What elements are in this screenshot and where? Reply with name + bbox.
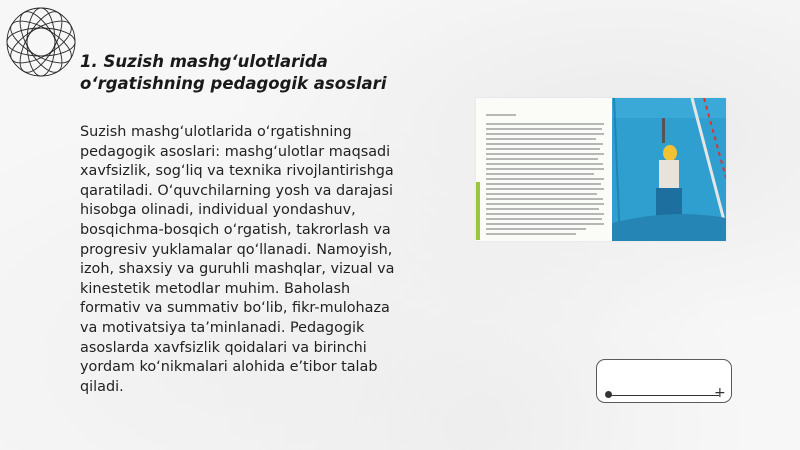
slide-title-line: 1. Suzish mashg‘ulotlarida (80, 52, 328, 71)
body-line: qaratiladi. O‘quvchilarning yosh va darajasi (80, 182, 393, 199)
body-line: asoslarda xavfsizlik qoidalari va birinchi (80, 339, 367, 356)
document-page-thumbnail (476, 98, 610, 241)
body-line: formativ va summativ bo‘lib, fikr-mulohaza (80, 300, 390, 317)
body-line: kinestetik metodlar muhim. Baholash (80, 280, 351, 297)
swimming-pool-photo-icon (612, 98, 726, 241)
body-line: hisobga olinadi, individual yondashuv, (80, 202, 356, 219)
body-line: izoh, shaxsiy va guruhli mashqlar, vizual va (80, 261, 395, 278)
body-line: progresiv yuklamalar qo‘llanadi. Namoyish, (80, 241, 393, 258)
slide-title (80, 51, 400, 95)
playback-progress-bar[interactable] (609, 395, 719, 396)
swimming-lesson-image (476, 98, 726, 241)
body-line: pedagogik asoslari: mashg‘ulotlar maqsadi (80, 143, 391, 160)
slide-body-text (80, 123, 420, 397)
body-line: xavfsizlik, sog‘liq va texnika rivojlantirishga (80, 163, 394, 180)
body-line: qiladi. (80, 378, 124, 395)
volume-plus-icon[interactable]: + (714, 385, 726, 401)
slide-title-line: o‘rgatishning pedagogik asoslari (80, 74, 387, 93)
body-line: yordam ko‘nikmalari alohida e’tibor talab (80, 359, 378, 376)
media-player-control[interactable] (596, 359, 732, 403)
decorative-spirograph-icon (3, 4, 79, 80)
body-line: bosqichma-bosqich o‘rgatish, takrorlash va (80, 221, 391, 238)
body-line: Suzish mashg‘ulotlarida o‘rgatishning (80, 124, 352, 140)
play-position-dot-icon[interactable] (605, 391, 612, 398)
green-accent-stripe (476, 182, 480, 240)
body-line: va motivatsiya ta’minlanadi. Pedagogik (80, 319, 365, 336)
